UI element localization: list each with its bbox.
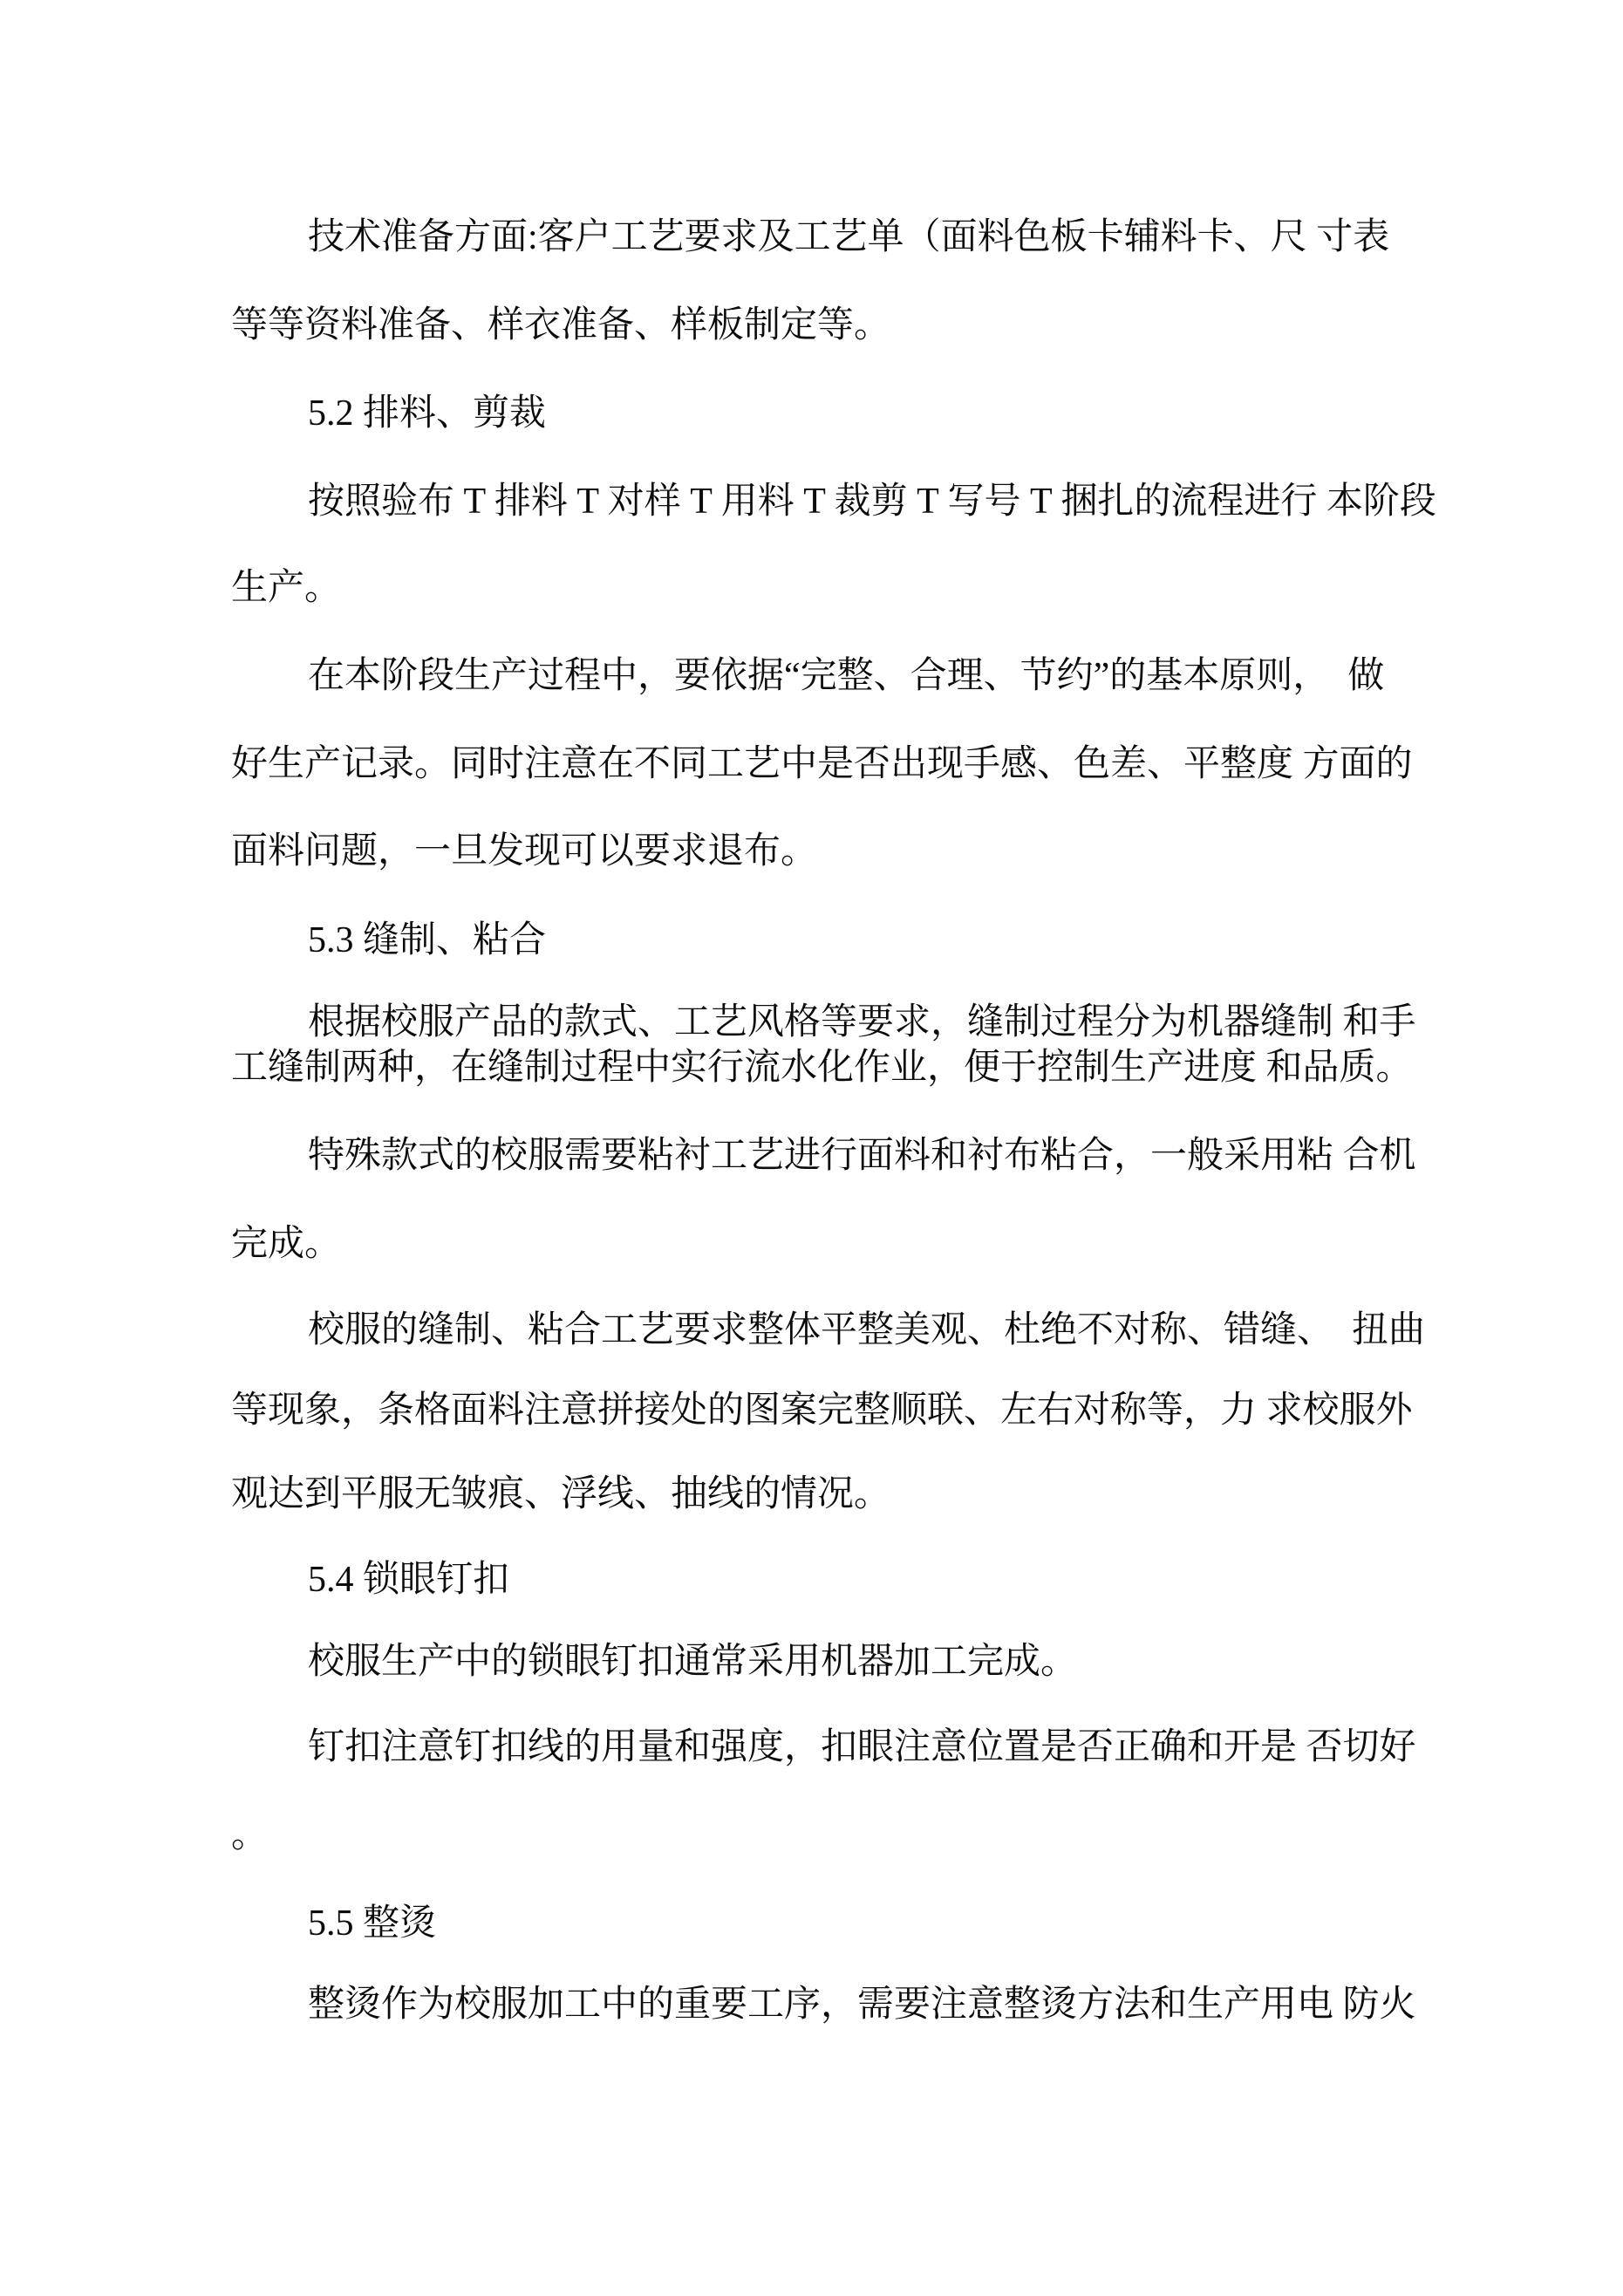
text-line: 5.4 锁眼钉扣: [308, 1560, 510, 1600]
text-line: 等等资料准备、样衣准备、样板制定等。: [231, 305, 891, 345]
text-line: 根据校服产品的款式、工艺风格等要求，缝制过程分为机器缝制 和手: [308, 1002, 1416, 1042]
text-line: 工缝制两种，在缝制过程中实行流水化作业，便于控制生产进度 和品质。: [231, 1048, 1413, 1088]
text-line: 5.3 缝制、粘合: [308, 920, 547, 960]
text-line: 在本阶段生产过程中，要依据“完整、合理、节约”的基本原则， 做: [308, 656, 1385, 696]
text-line: 。: [231, 1815, 269, 1855]
text-line: 按照验布 T 排料 T 对样 T 用料 T 裁剪 T 写号 T 捆扎的流程进行 本阶段: [308, 482, 1436, 522]
text-line: 5.2 排料、剪裁: [308, 393, 547, 434]
text-line: 5.5 整烫: [308, 1903, 437, 1944]
text-line: 观达到平服无皱痕、浮线、抽线的情况。: [231, 1474, 891, 1514]
text-line: 技术准备方面:客户工艺要求及工艺单（面料色板卡辅料卡、尺 寸表: [308, 217, 1390, 257]
text-line: 好生产记录。同时注意在不同工艺中是否出现手感、色差、平整度 方面的: [231, 744, 1413, 784]
text-line: 面料问题，一旦发现可以要求退布。: [231, 831, 818, 871]
text-line: 生产。: [231, 568, 342, 608]
text-line: 校服生产中的锁眼钉扣通常采用机器加工完成。: [308, 1642, 1078, 1682]
text-line: 等现象，条格面料注意拼接处的图案完整顺联、左右对称等，力 求校服外: [231, 1391, 1413, 1431]
text-line: 完成。: [231, 1224, 342, 1264]
text-line: 校服的缝制、粘合工艺要求整体平整美观、杜绝不对称、错缝、 扭曲: [308, 1310, 1426, 1350]
text-line: 特殊款式的校服需要粘衬工艺进行面料和衬布粘合，一般采用粘 合机: [308, 1136, 1416, 1176]
text-line: 整烫作为校服加工中的重要工序，需要注意整烫方法和生产用电 防火: [308, 1985, 1416, 2025]
text-line: 钉扣注意钉扣线的用量和强度，扣眼注意位置是否正确和开是 否切好: [308, 1727, 1416, 1767]
